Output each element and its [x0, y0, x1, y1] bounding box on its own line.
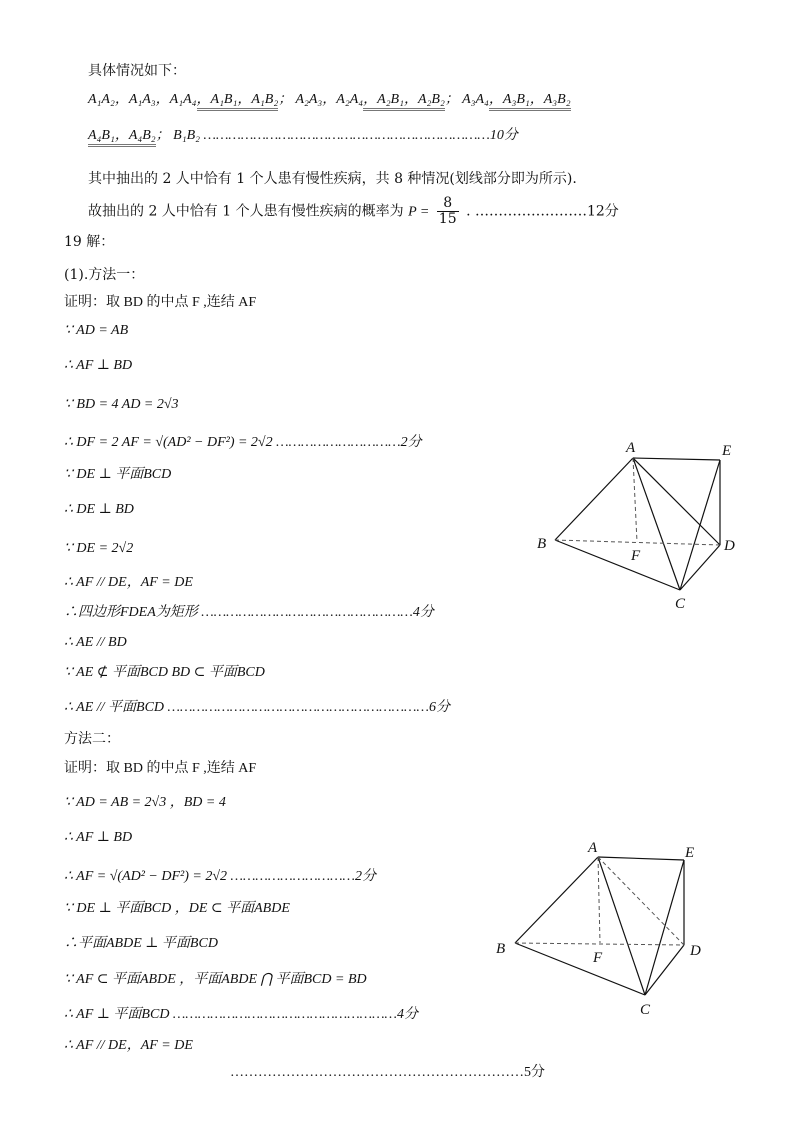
row2-rest: ； B₁B₂ ……………………………………………………………10分 — [155, 128, 518, 143]
probability-label: P = — [408, 204, 430, 220]
method2-line: ∵ DE ⊥ 平面BCD ，DE ⊂ 平面ABDE — [64, 901, 290, 916]
method1-line: ∴四边形FDEA为矩形 ……………………………………………4分 — [64, 605, 434, 620]
intro-text: 具体情况如下： — [88, 63, 186, 79]
label-C: C — [675, 596, 686, 612]
count-statement: 其中抽出的 2 人中恰有 1 个人患有慢性疾病，共 8 种情况(划线部分即为所示). — [88, 171, 577, 187]
combination-row-2 — [88, 127, 518, 145]
method2-line: ∵ AD = AB = 2√3 ，BD = 4 — [64, 795, 226, 810]
row1-highlight-b: ，A₂B₁，A₂B₂ — [363, 92, 445, 111]
label-D: D — [690, 943, 701, 959]
method1-line: ∴ AE // BD — [64, 635, 127, 650]
label-B: B — [496, 941, 506, 957]
method2-line: ………………………………………………………5分 — [230, 1065, 545, 1080]
label-A: A — [588, 840, 598, 856]
edge-AC — [633, 458, 680, 590]
method2-line: ∴ AF // DE，AF = DE — [64, 1038, 193, 1053]
label-E: E — [722, 443, 732, 459]
method1-line: 证明：取 BD 的中点 F ,连结 AF — [64, 295, 257, 310]
edge-AE — [598, 857, 684, 860]
method1-line: ∵ BD = 4 AD = 2√3 — [64, 397, 179, 412]
method-2-header: 方法二： — [64, 731, 120, 747]
edge-EC — [645, 860, 684, 995]
edge-CD — [645, 945, 684, 995]
hidden-edge-AF — [598, 857, 600, 943]
label-D: D — [724, 538, 735, 554]
part-1-header: (1).方法一： — [64, 267, 145, 283]
probability-text: 故抽出的 2 人中恰有 1 个人患有慢性疾病的概率为 — [88, 203, 404, 220]
edge-AC — [598, 857, 645, 995]
probability-fraction — [437, 196, 459, 227]
edge-BC — [515, 943, 645, 995]
edge-AE — [633, 458, 720, 460]
method2-line: 证明：取 BD 的中点 F ,连结 AF — [64, 761, 257, 776]
edge-BA — [515, 857, 598, 943]
edge-BA — [555, 458, 633, 540]
geometry-figure-2 — [490, 835, 730, 1025]
edge-BC — [555, 540, 680, 590]
label-F: F — [631, 548, 641, 564]
geometry-figure-1 — [520, 430, 760, 630]
label-A: A — [626, 440, 636, 456]
fraction-numerator: 8 — [437, 196, 459, 212]
row1-highlight-a: ，A₁B₁，A₁B₂ — [197, 92, 279, 111]
method1-line: ∵ DE = 2√2 — [64, 541, 134, 556]
hidden-edge-BD — [515, 943, 684, 945]
row1-normal-c: ； A₃A₄ — [444, 92, 489, 107]
method1-line: ∴ DF = 2 AF = √(AD² − DF²) = 2√2 …………………………2分 — [64, 435, 422, 450]
label-E: E — [685, 845, 695, 861]
fraction-denominator: 15 — [438, 211, 457, 227]
method1-line: ∵ AE ⊄ 平面BCD BD ⊂ 平面BCD — [64, 665, 265, 680]
probability-tail: . ……………………12分 — [466, 203, 619, 220]
method1-line: ∵ DE ⊥ 平面BCD — [64, 467, 172, 482]
problem-19-header: 19 解： — [64, 234, 115, 250]
method1-line: ∵ AD = AB — [64, 323, 129, 338]
probability-statement — [88, 196, 619, 227]
method2-line: ∵ AF ⊂ 平面ABDE ，平面ABDE ⋂ 平面BCD = BD — [64, 972, 367, 987]
hidden-edge-AF — [633, 458, 637, 542]
label-F: F — [593, 950, 603, 966]
method1-line: ∴ AF // DE，AF = DE — [64, 575, 193, 590]
method1-line: ∴ DE ⊥ BD — [64, 502, 134, 517]
method2-line: ∴ AF ⊥ BD — [64, 830, 133, 845]
method1-line: ∴ AF ⊥ BD — [64, 358, 133, 373]
method2-line: ∴ AF ⊥ 平面BCD ………………………………………………4分 — [64, 1007, 418, 1022]
hidden-edge-AD — [598, 857, 684, 945]
method1-line: ∴ AE // 平面BCD ………………………………………………………6分 — [64, 700, 450, 715]
edge-CD — [680, 545, 720, 590]
row1-normal-b: ； A₂A₃，A₂A₄ — [278, 92, 364, 107]
row2-highlight: A₄B₁，A₄B₂ — [88, 128, 156, 147]
row1-highlight-c: ，A₃B₁，A₃B₂ — [489, 92, 571, 111]
method2-line: ∴ AF = √(AD² − DF²) = 2√2 …………………………2分 — [64, 869, 376, 884]
label-C: C — [640, 1002, 651, 1018]
label-B: B — [537, 536, 547, 552]
combination-row-1 — [88, 91, 571, 109]
row1-normal-a: A₁A₂，A₁A₃，A₁A₄ — [88, 92, 197, 107]
method2-line: ∴平面ABDE ⊥ 平面BCD — [64, 936, 218, 951]
